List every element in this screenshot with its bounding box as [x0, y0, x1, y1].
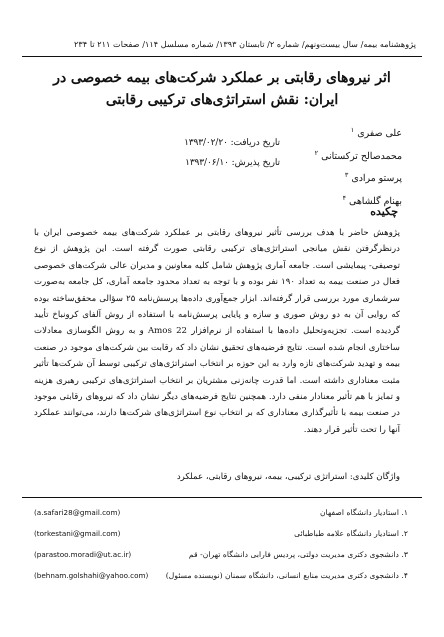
footnotes	[34, 505, 408, 589]
keywords: واژگان کلیدی: استراتژی ترکیبی، بیمه، نیروهای رقابتی، عملکرد	[176, 472, 400, 482]
author-affiliation: ۱. استادیار دانشگاه اصفهان	[319, 508, 408, 517]
header-rule	[22, 56, 422, 57]
title-line-2: ایران: نقش استراتژی‌های ترکیبی رقابتی	[105, 92, 339, 108]
author-email: (a.safari28@gmail.com)	[34, 508, 121, 517]
accepted-date: تاریخ پذیرش: ۱۳۹۳/۰۶/۱۰	[185, 158, 280, 168]
author-email: (torkestani@gmail.com)	[34, 529, 121, 538]
author-email: (behnam.golshahi@yahoo.com)	[34, 571, 149, 580]
received-date: تاریخ دریافت: ۱۳۹۳/۰۲/۲۰	[184, 138, 280, 148]
author: محمدصالح ترکستانی $^۲$	[314, 148, 402, 162]
author-affiliation: ۲. استادیار دانشگاه علامه طباطبائی	[294, 529, 408, 538]
author-email: (parastoo.moradi@ut.ac.ir)	[34, 550, 132, 559]
footnote	[34, 568, 408, 589]
author: پرستو مرادی $^۳$	[344, 171, 402, 185]
footnote	[34, 526, 408, 547]
author: بهنام گلشاهی $^۴$	[342, 193, 402, 207]
submission-dates	[155, 133, 280, 173]
footnote	[34, 505, 408, 526]
running-header: پژوهشنامه بیمه/ سال بیست‌ونهم/ شماره ۲/ تابستان ۱۳۹۳/ شماره مسلسل ۱۱۴/ صفحات ۲۱۱ تا ۲۳۴	[74, 39, 416, 49]
footnote-rule	[22, 497, 422, 498]
abstract-heading: چکیده	[370, 205, 398, 218]
author: علی صفری $^۱$	[350, 126, 402, 140]
author-affiliation: ۳. دانشجوی دکتری مدیریت دولتی، پردیس فارابی دانشگاه تهران- قم	[188, 550, 408, 559]
abstract-body: پژوهش حاضر با هدف بررسی تأثیر نیروهای رقابتی بر عملکرد شرکت‌های بیمه خصوصی ایران با درنظرگرفتن نقش میانجی استراتژی‌های ترکیبی رقابتی صورت گرفته است. این پژوهش از نوع توصیفی- پیمایشی است. جامعه آماری پژوهش شامل کلیه معاونین و مدیران عالی شرکت‌های خصوصی فعال در صنعت بیمه به تعداد ۱۹۰ نفر بوده و با توجه به تعداد محدود جامعه آماری، کل جامعه به‌صورت سرشماری مورد بررسی قرار گرفته‌اند. ابزار جمع‌آوری داده‌ها پرسش‌نامه ۲۵ سؤالی محقق‌ساخته بوده که روایی آن به دو روش صوری و سازه و پایایی پرسش‌نامه با استفاده از روش آلفای کرونباخ تأیید گردیده است. تجزیه‌وتحلیل داده‌ها با استفاده از نرم‌افزار Amos 22 و به روش الگوسازی معادلات ساختاری انجام شده است. نتایج فرضیه‌های تحقیق نشان داد که رقابت بین شرکت‌های موجود در صنعت بیمه و تهدید شرکت‌های تازه وارد به این حوزه بر انتخاب استراتژی‌های ترکیبی توسط آن شرکت‌ها تأثیر مثبت معناداری داشته است. اما قدرت چانه‌زنی مشتریان بر انتخاب استراتژی‌های ترکیبی رهبری هزینه و تمایز با هم تأثیر معنادار منفی دارد. همچنین نتایج فرضیه‌های دیگر نشان داد که نیروهای رقابتی موجود در صنعت بیمه با تأثیرگذاری معناداری که بر انتخاب نوع استراتژی‌های شرکت‌ها دارند، می‌توانند عملکرد آنها را تحت تأثیر قرار دهند.	[34, 228, 401, 435]
title-line-1: اثر نیروهای رقابتی بر عملکرد شرکت‌های بیمه خصوصی در	[53, 70, 391, 86]
footnote	[34, 547, 408, 568]
author-affiliation: ۴. دانشجوی دکتری مدیریت منابع انسانی، دانشگاه سمنان (نویسنده مسئول)	[165, 571, 408, 580]
paper-title	[40, 67, 404, 111]
